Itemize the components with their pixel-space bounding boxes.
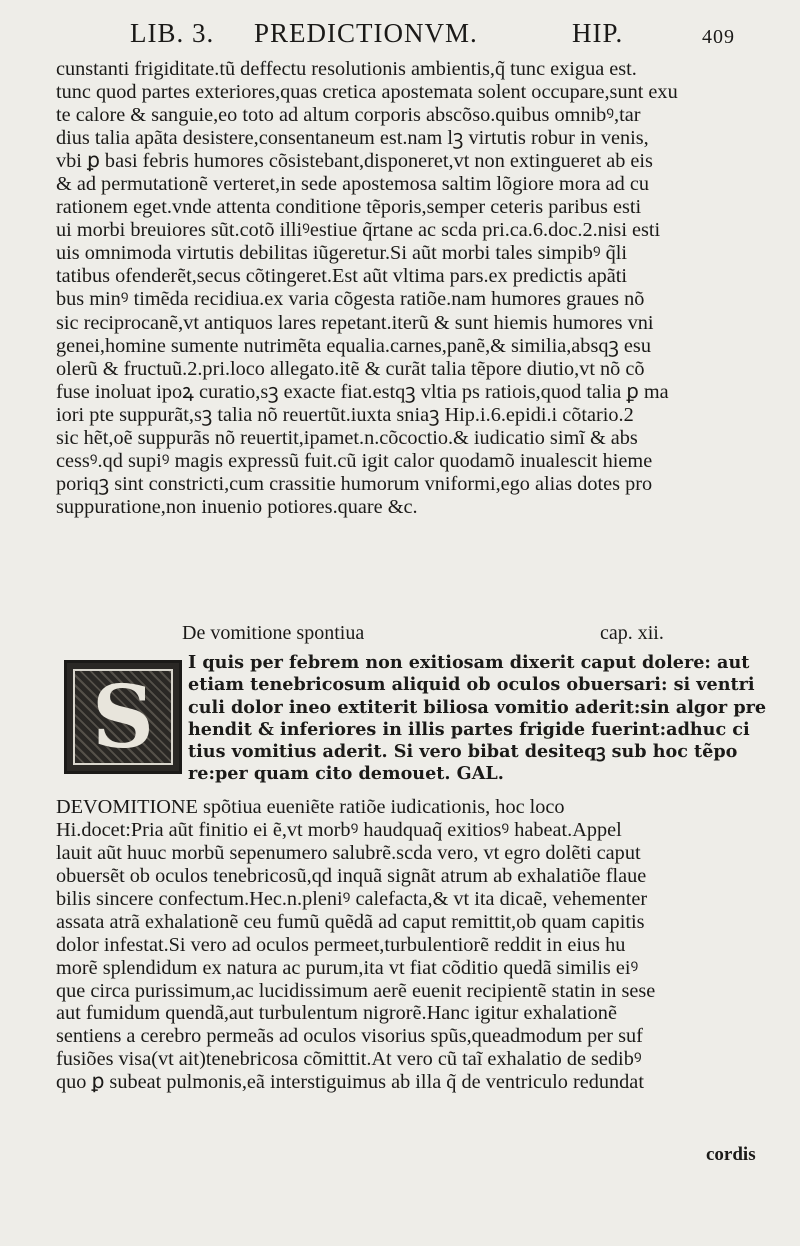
aphorism-line: culi dolor ineo extiterit biliosa vomitio aderit:sin algor pre — [188, 696, 767, 718]
header-book: LIB. 3. — [130, 18, 215, 48]
text-line: sic hẽt,oẽ suppurãs nõ reuertit,ipamet.n.cõcoctio.& iudicatio simĩ & abs — [56, 426, 638, 449]
text-line: te calore & sanguie,eo toto ad altum corporis abscõso.quibus omnibꝰ,tar — [56, 104, 641, 127]
aphorism-text — [188, 652, 767, 786]
aphorism-line: tius vomitius aderit. Si vero bibat desiteqꝫ sub hoc tẽpo — [188, 741, 738, 763]
commentary-line: obuersẽt ob oculos tenebricosũ,qd inquã signãt atrum ab exhalatiõe flaue — [56, 864, 647, 887]
commentary-line: quo ꝑ subeat pulmonis,eã interstiguimus ab illa q̃ de ventriculo redundat — [56, 1071, 644, 1094]
decorated-initial — [64, 660, 182, 774]
text-line: dius talia apãta desistere,consentaneum est.nam lꝫ virtutis robur in venis, — [56, 127, 649, 150]
aphorism-line: hendit & inferiores in illis partes frigide fuerint:adhuc ci — [188, 718, 750, 740]
text-line: poriqꝫ sint constricti,cum crassitie humorum vniformi,ego alias dotes pro — [56, 472, 653, 495]
text-line: rationem eget.vnde attenta conditione tẽporis,semper ceteris paribus esti — [56, 196, 642, 219]
text-line: fuse inoluat ipoꝝ curatio,sꝫ exacte fiat.estqꝫ vltia ps ratiois,quod talia ꝑ ma — [56, 380, 669, 403]
text-line: & ad permutationẽ verteret,in sede apostemosa saltim lõgiore mora ad cu — [56, 173, 650, 196]
page-number: 409 — [702, 26, 735, 48]
text-line: tatibus ofenderẽt,secus cõtingeret.Est aũt vltima pars.ex predictis apãti — [56, 265, 628, 288]
chapter-title: De vomitione spontiua — [182, 622, 365, 644]
text-line: vbi ꝑ basi febris humores cõsistebant,disponeret,vt non extingueret ab eis — [56, 150, 653, 173]
commentary-line: DEVOMITIONE spõtiua eueniẽte ratiõe iudicationis, hoc loco — [56, 796, 565, 818]
commentary-line: assata atrã exhalationẽ ceu fumũ quẽdã ad caput remittit,ob quam capitis — [56, 910, 645, 933]
aphorism-line: etiam tenebricosum aliquid ob oculos obuersari: si ventri — [188, 674, 755, 696]
text-line: genei,homine sumente nutrimẽta equalia.carnes,panẽ,& similia,absqꝫ esu — [56, 334, 651, 357]
text-line: ui morbi breuiores sũt.cotõ illiꝰestiue q̃rtane ac scda pri.ca.6.doc.2.nisi esti — [56, 219, 661, 242]
text-line: tunc quod partes exteriores,quas cretica apostemata solent occupare,sunt exu — [56, 81, 678, 104]
text-line: olerũ & fructuũ.2.pri.loco allegato.itẽ & curãt talia tẽpore diutio,vt nõ cõ — [56, 357, 645, 380]
commentary-line: aut fumidum quendã,aut turbulentum nigrorẽ.Hanc igitur exhalationẽ — [56, 1002, 617, 1025]
header-title: PREDICTIONVM. — [254, 18, 478, 48]
commentary-line: fusiões visa(vt ait)tenebricosa cõmittit.At vero cũ taĩ exhalatio de sedibꝰ — [56, 1048, 642, 1071]
commentary-line: que circa purissimum,ac lucidissimum aerẽ euenit recipientẽ statin in sese — [56, 979, 656, 1002]
text-line: suppuratione,non inuenio potiores.quare &c. — [56, 495, 418, 518]
commentary-line: dolor infestat.Si vero ad oculos permeet,turbulentiorẽ reddit in eius hu — [56, 933, 626, 956]
text-line: cunstanti frigiditate.tũ deffectu resolutionis ambientis,q̃ tunc exigua est. — [56, 58, 637, 80]
header-author: HIP. — [572, 18, 624, 48]
commentary-line: morẽ splendidum ex natura ac purum,ita vt fiat cõditio quedã similis eiꝰ — [56, 956, 639, 979]
body-text — [56, 58, 746, 519]
running-header — [120, 12, 740, 52]
commentary-text — [56, 796, 756, 1094]
aphorism-line: re:per quam cito demouet. GAL. — [188, 763, 504, 785]
chapter-number: cap. xii. — [600, 622, 664, 644]
commentary-line: bilis sincere confectum.Hec.n.pleniꝰ calefacta,& vt ita dicaẽ, vehementer — [56, 887, 648, 910]
commentary-line: sentiens a cerebro permeãs ad oculos visorius spũs,queadmodum per suf — [56, 1025, 643, 1048]
aphorism-line: I quis per febrem non exitiosam dixerit caput dolere: aut — [188, 652, 750, 673]
text-line: sic reciprocanẽ,vt antiquos lares repetant.iterũ & sunt hiemis humores vni — [56, 311, 654, 334]
text-line: uis omnimoda virtutis debilitas iũgeretur.Si aũt morbi tales simpibꝰ q̃li — [56, 242, 628, 265]
text-line: bus minꝰ timẽda recidiua.ex varia cõgesta ratiõe.nam humores graues nõ — [56, 288, 645, 311]
commentary-line: lauit aũt huuc morbũ sepenumero salubrẽ.scda vero, vt egro dolẽti caput — [56, 841, 641, 864]
catchword: cordis — [706, 1144, 756, 1165]
commentary-line: Hi.docet:Pria aũt finitio ei ẽ,vt morbꝰ haudquaq̃ exitiosꝰ habeat.Appel — [56, 818, 622, 841]
text-line: cessꝰ.qd supiꝰ magis expressũ fuit.cũ igit calor quodamõ inualescit hieme — [56, 449, 653, 472]
text-line: iori pte suppurãt,sꝫ talia nõ reuertũt.iuxta sniaꝫ Hip.i.6.epidi.i cõtario.2 — [56, 403, 634, 426]
initial-letter: S — [91, 666, 155, 768]
